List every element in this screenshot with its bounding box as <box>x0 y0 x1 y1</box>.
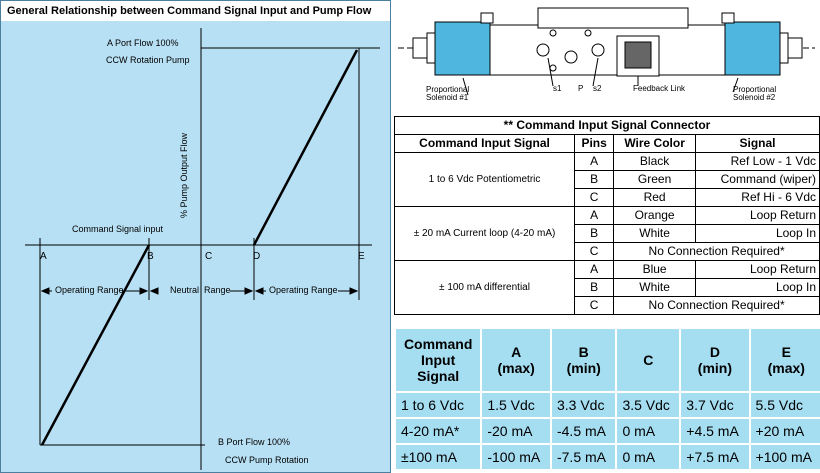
point-b-label: B <box>147 251 154 262</box>
table-row: ± 20 mA Current loop (4-20 mA) A Orange Loop Return <box>395 207 820 225</box>
header-a-max: A (max) <box>481 328 551 392</box>
port-s2 <box>592 44 604 56</box>
port-p <box>565 51 577 63</box>
a-port-rotation-label: CCW Rotation Pump <box>106 55 190 65</box>
graph-title: General Relationship between Command Signal Input and Pump Flow <box>7 5 372 17</box>
group-signal: ± 100 mA differential <box>395 261 575 315</box>
point-c-label: C <box>205 251 213 262</box>
table-row: B Green Command (wiper) <box>395 171 820 189</box>
port-p-label: P <box>578 84 584 93</box>
header-signal: Signal <box>696 135 820 153</box>
point-a-label: A <box>40 251 47 262</box>
table-row: ±100 mA -100 mA -7.5 mA 0 mA +7.5 mA +100 mA <box>395 444 820 470</box>
table-row: 4-20 mA* -20 mA -4.5 mA 0 mA +4.5 mA +20 mA <box>395 418 820 444</box>
table-row: ± 100 mA differential A Blue Loop Return <box>395 261 820 279</box>
flow-graph <box>0 0 391 473</box>
table-row: C Red Ref Hi - 6 Vdc <box>395 189 820 207</box>
header-b-min: B (min) <box>551 328 616 392</box>
y-axis-label: % Pump Output Flow <box>179 132 189 218</box>
operating-range-left: Operating Range <box>55 285 124 295</box>
b-port-rotation-label: CCW Pump Rotation <box>225 455 309 465</box>
neutral-label: Neutral <box>170 285 200 295</box>
feedback-label: Feedback Link <box>633 84 686 93</box>
point-e-label: E <box>358 251 365 262</box>
operating-range-right: Operating Range <box>269 285 338 295</box>
header-c: C <box>616 328 680 392</box>
group-signal: ± 20 mA Current loop (4-20 mA) <box>395 207 575 261</box>
port-s2-label: s2 <box>593 84 602 93</box>
header-e-max: E (max) <box>750 328 820 392</box>
group-signal: 1 to 6 Vdc Potentiometric <box>395 153 575 207</box>
table-row: C No Connection Required* <box>395 297 820 315</box>
solenoid-1 <box>435 22 490 75</box>
header-pins: Pins <box>575 135 614 153</box>
port-s1-label: s1 <box>553 84 562 93</box>
solenoid-2 <box>725 22 780 75</box>
point-d-label: D <box>253 251 261 262</box>
cw-flow-line <box>254 50 357 245</box>
solenoid-1-label: Proportional Solenoid #1 <box>426 85 470 102</box>
table-row: 1 to 6 Vdc Potentiometric A Black Ref Low - 1 Vdc <box>395 153 820 171</box>
table-row: B White Loop In <box>395 279 820 297</box>
connector-table-title: ** Command Input Signal Connector <box>395 117 820 135</box>
connector-table <box>394 116 820 315</box>
header-wire-color: Wire Color <box>614 135 696 153</box>
range-table <box>394 327 820 471</box>
table-row: B White Loop In <box>395 225 820 243</box>
header-d-min: D (min) <box>680 328 749 392</box>
left-connector <box>413 38 427 58</box>
command-signal-label: Command Signal input <box>72 224 164 234</box>
port-s1 <box>537 44 549 56</box>
right-connector <box>788 38 802 58</box>
a-port-label: A Port Flow 100% <box>107 38 179 48</box>
table-row: 1 to 6 Vdc 1.5 Vdc 3.3 Vdc 3.5 Vdc 3.7 Vdc 5.5 Vdc <box>395 392 820 418</box>
ccw-flow-line <box>42 245 149 445</box>
neutral-range-label: Range <box>204 285 231 295</box>
header-command-input-signal: Command Input Signal <box>395 135 575 153</box>
valve-body <box>490 25 725 75</box>
header-command-input: Command Input Signal <box>395 328 481 392</box>
b-port-label: B Port Flow 100% <box>218 437 291 447</box>
solenoid-2-label: Proportional Solenoid #2 <box>733 85 777 102</box>
table-row: C No Connection Required* <box>395 243 820 261</box>
